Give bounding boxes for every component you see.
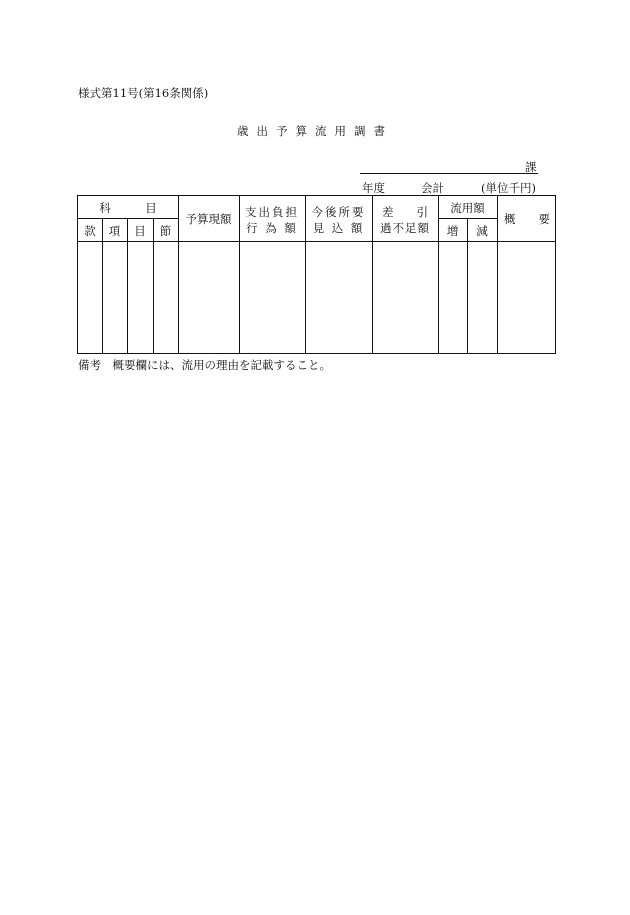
transfer-col-increase: 増 [446,224,459,238]
unit-label: (単位千円) [481,181,536,195]
subject-header: 科 目 [99,201,157,215]
subject-col-setsu: 節 [159,224,172,238]
table-header-bottom [78,241,555,242]
account-label: 会計 [421,181,444,195]
fiscal-year-label: 年度 [362,181,385,195]
department-underline [360,173,538,174]
difference-header-line2: 過不足額 [380,221,430,235]
commitment-header-line1: 支出負担 [245,205,299,219]
future-header-line2: 見 込 額 [312,221,365,235]
difference-header-line1: 差 引 [382,205,428,219]
transfer-table [77,195,556,354]
subject-col-moku: 目 [134,224,146,238]
transfer-header: 流用額 [450,201,485,215]
subject-col-kou: 項 [108,224,121,238]
remarks-note: 備考 概要欄には、流用の理由を記載すること。 [78,358,331,372]
department-label: 課 [525,160,537,174]
subject-col-kan: 款 [84,224,96,238]
form-number: 様式第11号(第16条関係) [78,86,209,100]
document-title: 歳出予算流用調書 [237,124,393,138]
transfer-col-decrease: 減 [476,224,488,238]
commitment-header-line2: 行 為 額 [246,221,298,235]
table-header-divider [78,218,178,219]
future-header-line1: 今後所要 [311,205,366,219]
budget-amount-header: 予算現額 [185,212,232,226]
summary-header: 概 要 [504,212,550,226]
column-divider [438,196,439,353]
